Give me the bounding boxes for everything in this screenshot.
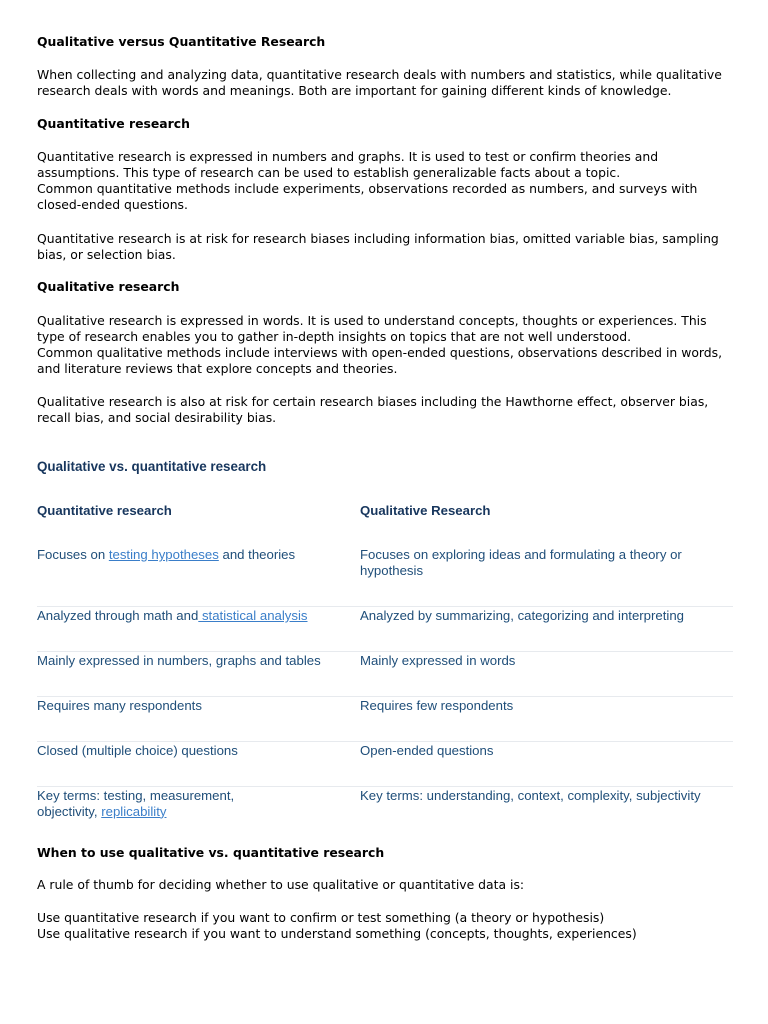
cell-text: and theories — [218, 547, 296, 562]
column-header-quantitative: Quantitative research — [37, 503, 172, 518]
replicability-link[interactable]: replicability — [101, 803, 167, 819]
when-heading: When to use qualitative vs. quantitative research — [37, 845, 385, 860]
qualitative-use-line: Use qualitative research if you want to understand something (concepts, thoughts, experiences) — [37, 926, 637, 941]
qualitative-paragraph-1: Qualitative research is expressed in words. It is used to understand concepts, thoughts or experiences. This type of research enables you to gather in-depth insights on topics that are not well understood. — [37, 313, 707, 344]
table-cell: Open-ended questions — [360, 743, 494, 758]
table-cell: Mainly expressed in words — [360, 653, 516, 668]
cell-text: Focuses on — [37, 547, 109, 562]
table-cell — [37, 608, 347, 624]
intro-paragraph: When collecting and analyzing data, quantitative research deals with numbers and statistics, while qualitative research deals with words and meanings. Both are important for gaining different kinds of knowledge. — [37, 67, 722, 98]
table-cell: Requires many respondents — [37, 698, 202, 713]
qualitative-paragraph-3: Qualitative research is also at risk for certain research biases including the Hawthorne effect, observer bias, recall bias, and social desirability bias. — [37, 394, 709, 425]
table-row — [37, 786, 733, 819]
quantitative-paragraph-1: Quantitative research is expressed in numbers and graphs. It is used to test or confirm theories and assumptions. This type of research can be used to establish generalizable facts about a topic. — [37, 149, 659, 180]
statistical-analysis-link[interactable]: statistical analysis — [198, 608, 308, 623]
table-row — [37, 696, 733, 713]
quantitative-heading: Quantitative research — [37, 116, 190, 131]
quantitative-paragraph-2: Common quantitative methods include experiments, observations recorded as numbers, and surveys with closed-ended questions. — [37, 181, 698, 212]
qualitative-heading: Qualitative research — [37, 279, 180, 294]
table-row — [37, 741, 733, 758]
table-cell: Mainly expressed in numbers, graphs and tables — [37, 653, 321, 668]
rule-of-thumb: A rule of thumb for deciding whether to use qualitative or quantitative data is: — [37, 877, 525, 892]
table-cell — [37, 547, 347, 563]
cell-text: Analyzed through math and — [37, 608, 199, 623]
table-cell: Focuses on exploring ideas and formulating a theory or hypothesis — [360, 547, 682, 578]
table-row — [37, 606, 733, 623]
cell-text: Key terms: testing, measurement, objectivity, — [37, 788, 235, 819]
table-cell: Requires few respondents — [360, 698, 514, 713]
document-title: Qualitative versus Quantitative Research — [37, 34, 326, 49]
table-cell: Key terms: understanding, context, complexity, subjectivity — [360, 788, 701, 803]
qualitative-paragraph-2: Common qualitative methods include interviews with open-ended questions, observations described in words, and literature reviews that explore concepts and theories. — [37, 345, 723, 376]
table-title: Qualitative vs. quantitative research — [37, 459, 267, 474]
table-cell — [37, 788, 257, 819]
column-header-qualitative: Qualitative Research — [360, 503, 491, 518]
table-cell: Closed (multiple choice) questions — [37, 743, 238, 758]
table-row — [37, 651, 733, 668]
quantitative-paragraph-3: Quantitative research is at risk for research biases including information bias, omitted variable bias, sampling bias, or selection bias. — [37, 231, 719, 262]
table-cell: Analyzed by summarizing, categorizing and interpreting — [360, 608, 684, 623]
quantitative-use-line: Use quantitative research if you want to confirm or test something (a theory or hypothesis) — [37, 910, 605, 925]
testing-hypotheses-link[interactable]: testing hypotheses — [108, 547, 219, 562]
